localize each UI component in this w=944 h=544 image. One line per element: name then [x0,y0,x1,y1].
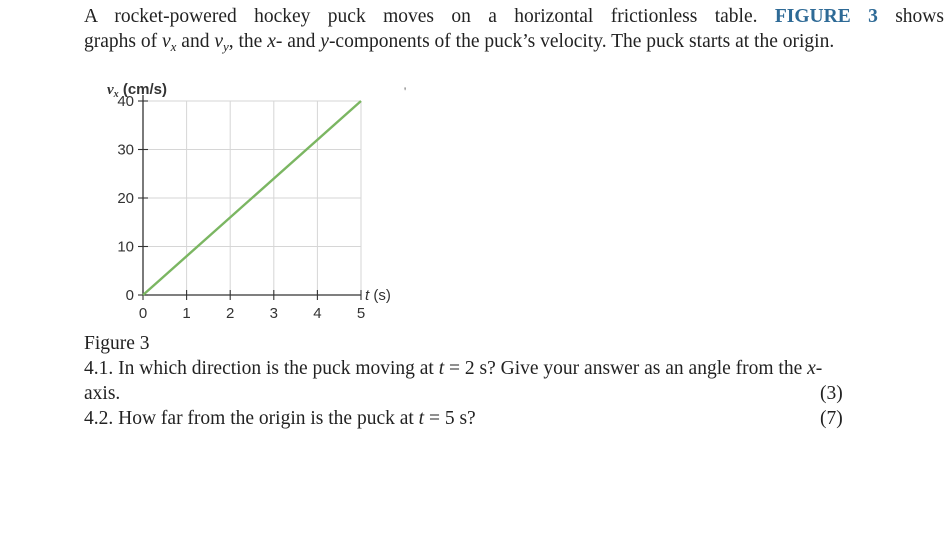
question-text: - [815,358,823,379]
intro-paragraph [84,4,944,56]
x-variable: x [267,31,276,52]
question-4-1-continued: axis. [84,383,121,404]
y-tick-label: 10 [117,238,134,256]
vx-vs-t-chart [95,70,415,325]
marks-4-1: (3) [820,383,843,404]
y-tick-label: 40 [117,93,134,110]
x-tick-label: 2 [226,305,235,322]
vy-subscript: y [222,39,229,54]
figure-reference-link[interactable]: FIGURE 3 [774,6,878,27]
question-4-1 [84,356,822,381]
intro-text: graphs of [84,31,162,52]
x-tick-label: 0 [138,305,148,322]
question-text: 4.1. In which direction is the puck moving at [84,358,439,379]
y-tick-label: 20 [117,190,134,207]
intro-line-2 [84,29,926,54]
intro-text: -components of the puck’s velocity. The puck starts at the origin. [328,31,835,52]
marks-4-2: (7) [820,408,843,429]
y-axis-label: $v_x$ (cm/s) [107,81,168,100]
x-axis-label: t (s) [365,287,391,304]
question-text: = 2 s? Give your answer as an angle from the [444,358,808,379]
x-tick-label: 3 [269,305,278,322]
x-tick-label: 4 [313,305,322,322]
intro-text: , the [228,31,268,52]
stray-mark: ' [404,84,407,98]
question-text: = 5 s? [424,408,476,429]
question-text: 4.2. How far from the origin is the puck at [84,408,419,429]
intro-text: - and [275,31,321,52]
x-variable: x [807,358,816,379]
vx-subscript: x [170,39,177,54]
figure-caption: Figure 3 [84,333,150,354]
t-variable: t [418,408,425,429]
intro-text: and [176,31,215,52]
intro-line-1 [84,4,944,29]
vx-symbol: v [161,31,171,52]
x-tick-label: 5 [356,305,366,322]
t-variable: t [438,358,445,379]
intro-text: shows [877,6,944,27]
y-tick-label: 30 [117,141,134,159]
y-tick-label: 0 [125,287,134,304]
x-tick-label: 1 [182,305,191,322]
y-variable: y [320,31,329,52]
intro-text: A rocket-powered hockey puck moves on a horizontal frictionless table. [84,6,775,27]
question-4-2 [84,406,476,431]
vy-symbol: v [214,31,223,52]
